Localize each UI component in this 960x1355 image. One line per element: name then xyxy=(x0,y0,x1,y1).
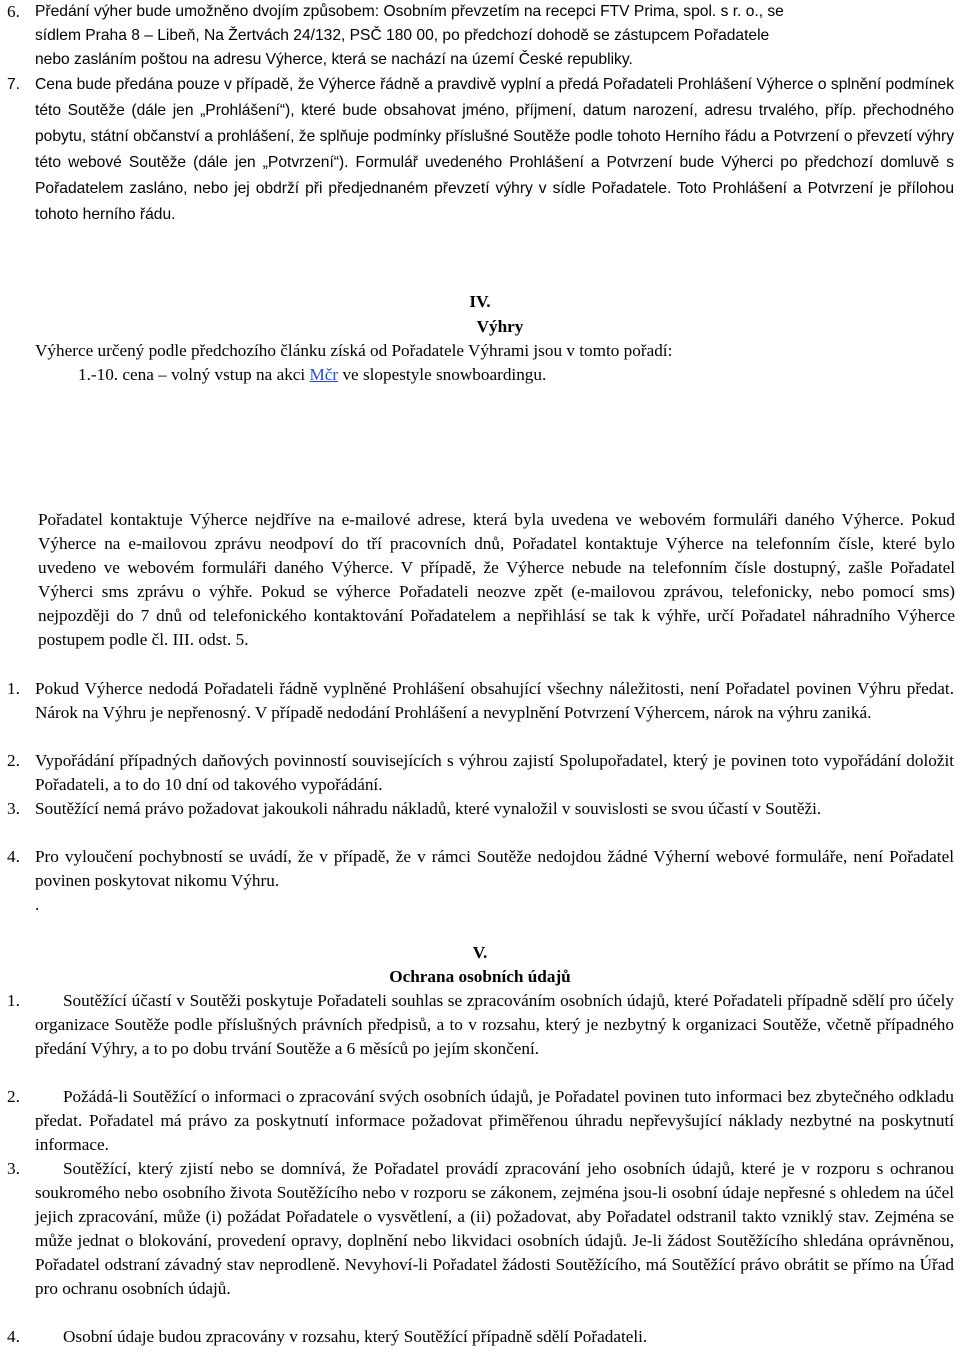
stray-dot: . xyxy=(35,895,40,914)
item-number: 3. xyxy=(7,1159,20,1178)
item-number: 2. xyxy=(7,1087,20,1106)
prize-line xyxy=(78,363,546,387)
item-text: Vypořádání případných daňových povinností souvisejících s výhrou zajistí Spolupořadatel, který je povinen toto vypořádání doložit Pořadateli, a to do 10 dní od takového vypořádání. xyxy=(35,751,954,794)
item-number: 2. xyxy=(7,751,20,770)
item-number: 6. xyxy=(7,2,20,21)
item-text: Soutěžící, který zjistí nebo se domnívá, že Pořadatel provádí zpracování jeho osobních údajů, které je v rozporu s ochranou soukromého nebo osobního života Soutěžícího nebo v rozporu se zákonem, zejména jsou-li osobní údaje nepřesné s ohledem na účel jejich zpracování, může (i) požádat Pořadatele o vysvětlení, a (ii) požadovat, aby Pořadatel odstranil takto vzniklý stav. Zejména se může jednat o blokování, provedení opravy, doplnění nebo likvidaci osobních údajů. Je-li žádost Soutěžícího shledána oprávněnou, Pořadatel odstraní závadný stav neprodleně. Nevyhoví-li Pořadatel žádosti Soutěžícího, má Soutěžící právo obrátit se přímo na Úřad pro ochranu osobních údajů. xyxy=(35,1159,954,1298)
item-number: 4. xyxy=(7,1327,20,1346)
item-text-line: nebo zasláním poštou na adresu Výherce, která se nachází na území České republiky. xyxy=(35,51,633,68)
section-v-number: V. xyxy=(472,943,488,962)
item-text: Pro vyloučení pochybností se uvádí, že v případě, že v rámci Soutěže nedojdou žádné Výherní webové formuláře, není Pořadatel povinen poskytovat nikomu Výhru. xyxy=(35,847,954,890)
item-text-line: Předání výher bude umožněno dvojím způsobem: Osobním převzetím na recepci FTV Prima, spol. s r. o., se xyxy=(35,3,784,20)
item-number: 4. xyxy=(7,847,20,866)
event-link[interactable]: Mčr xyxy=(309,365,339,384)
prize-text: 1.-10. cena – volný vstup na akci xyxy=(78,365,310,384)
item-text-line: sídlem Praha 8 – Libeň, Na Žertvách 24/132, PSČ 180 00, po předchozí dohodě se zástupcem Pořadatele xyxy=(35,27,770,44)
item-text: Cena bude předána pouze v případě, že Výherce řádně a pravdivě vyplní a předá Pořadateli Prohlášení Výherce o splnění podmínek této Soutěže (dále jen „Prohlášení“), které bude obsahovat jméno, příjmení, datum narození, adresu trvalého, příp. přechodného pobytu, státní občanství a prohlášení, že splňuje podmínky příslušné Soutěže podle tohoto Herního řádu a Potvrzení o převzetí výhry této webové Soutěže (dále jen „Potvrzení“). Formulář uvedeného Prohlášení a Potvrzení bude Výherci po předchozí domluvě s Pořadatelem zasláno, nebo jej obdrží při předjednaném převzetí výhry v sídle Pořadatele. Toto Prohlášení a Potvrzení je přílohou tohoto herního řádu. xyxy=(35,76,954,223)
section-iv-title: Výhry xyxy=(476,317,524,336)
item-number: 1. xyxy=(7,991,20,1010)
item-number: 7. xyxy=(7,76,21,93)
item-number: 3. xyxy=(7,799,20,818)
contact-paragraph: Pořadatel kontaktuje Výherce nejdříve na e-mailové adrese, která byla uvedena ve webovém formuláři daného Výherce. Pokud Výherce na e-mailovou zprávu neodpoví do tří pracovních dnů, Pořadatel kontaktuje Výherce na telefonním čísle, které bylo uvedeno ve webovém formuláři daného Výherce. V případě, že Výherce nebude na telefonním čísle dostupný, zašle Pořadatel Výherci sms zprávu o výhře. Pokud se výherce Pořadateli neozve zpět (e-mailovou zprávou, telefonicky, nebo pomocí sms) nejpozději do 7 dnů od telefonického kontaktování Pořadatelem a nepřihlásí se tak k výhře, určí Pořadatel náhradního Výherce postupem podle čl. III. odst. 5. xyxy=(38,510,955,649)
section-iv-number: IV. xyxy=(469,292,491,311)
item-text xyxy=(35,0,954,72)
item-text: Pokud Výherce nedodá Pořadateli řádně vyplněné Prohlášení obsahující všechny náležitosti, není Pořadatel povinen Výhru předat. Nárok na Výhru je nepřenosný. V případě nedodání Prohlášení a nevyplnění Potvrzení Výhercem, nárok na výhru zaniká. xyxy=(35,679,954,722)
prize-text-suffix: ve slopestyle snowboardingu. xyxy=(338,365,547,384)
item-number: 1. xyxy=(7,679,20,698)
item-text: Soutěžící nemá právo požadovat jakoukoli náhradu nákladů, které vynaložil v souvislosti se svou účastí v Soutěži. xyxy=(35,799,822,818)
item-text: Osobní údaje budou zpracovány v rozsahu, který Soutěžící případně sdělí Pořadateli. xyxy=(63,1327,648,1346)
section-iv-intro: Výherce určený podle předchozího článku získá od Pořadatele Výhrami jsou v tomto pořadí: xyxy=(35,341,673,360)
item-text: Požádá-li Soutěžící o informaci o zpracování svých osobních údajů, je Pořadatel povinen tuto informaci bez zbytečného odkladu předat. Pořadatel má právo za poskytnutí informace požadovat přiměřenou úhradu nepřevyšující náklady nezbytné na poskytnutí informace. xyxy=(35,1087,954,1154)
section-v-title: Ochrana osobních údajů xyxy=(389,967,571,986)
item-text: Soutěžící účastí v Soutěži poskytuje Pořadateli souhlas se zpracováním osobních údajů, které Pořadateli případně sdělí pro účely organizace Soutěže podle příslušných právních předpisů, a to v rozsahu, který je nezbytný k organizaci Soutěže, včetně případného předání Výhry, a to po dobu trvání Soutěže a 6 měsíců po jejím skončení. xyxy=(35,991,954,1058)
